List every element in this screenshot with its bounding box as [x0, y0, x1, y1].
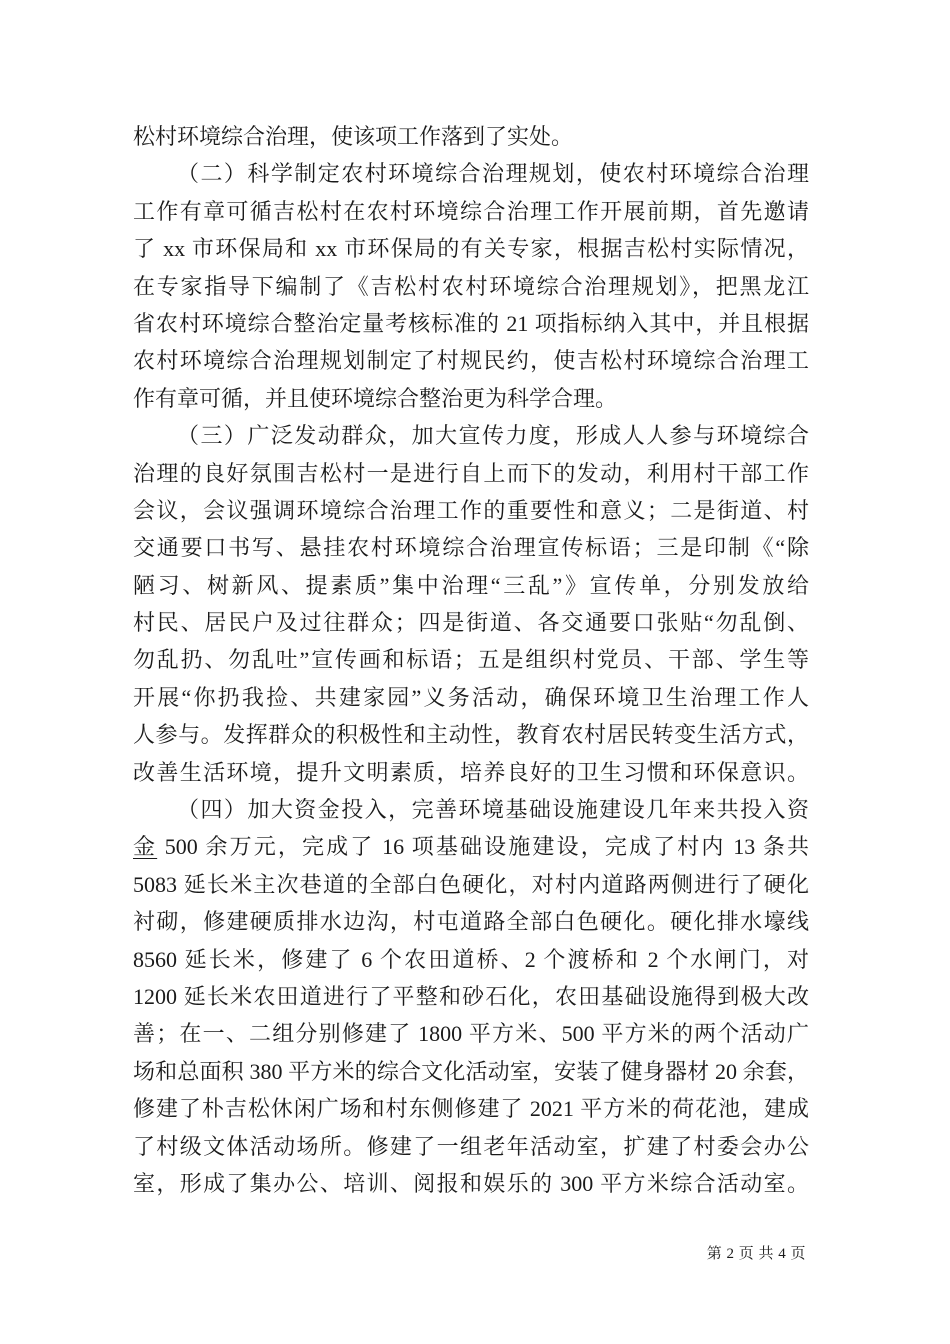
page-number-indicator: 第 2 页 共 4 页	[706, 1246, 806, 1262]
text-line: 金 500 余万元，完成了 16 项基础设施建设，完成了村内 13 条共	[133, 834, 809, 860]
text-line: 松村环境综合治理，使该项工作落到了实处。	[133, 124, 574, 149]
text-line: 1200 延长米农田道进行了平整和砂石化，农田基础设施得到极大改	[133, 983, 809, 1009]
text-line: 农村环境综合治理规划制定了村规民约，使吉松村环境综合治理工	[133, 348, 809, 374]
text-line: 人参与。发挥群众的积极性和主动性，教育农村居民转变生活方式，	[133, 722, 809, 748]
text-line: 陋习、树新风、提素质”集中治理“三乱”》宣传单，分别发放给	[133, 572, 809, 598]
text-line: 了村级文体活动场所。修建了一组老年活动室，扩建了村委会办公	[133, 1133, 809, 1159]
text-line: 场和总面积 380 平方米的综合文化活动室，安装了健身器材 20 余套，	[133, 1058, 809, 1084]
text-line: （三）广泛发动群众，加大宣传力度，形成人人参与环境综合	[177, 423, 809, 449]
page-footer	[707, 1244, 806, 1264]
underlined-text: 金	[133, 834, 158, 860]
text-line: 室，形成了集办公、培训、阅报和娱乐的 300 平方米综合活动室。	[133, 1170, 809, 1196]
text-line: 改善生活环境，提升文明素质，培养良好的卫生习惯和环保意识。	[133, 759, 809, 785]
text-line: 村民、居民户及过往群众；四是街道、各交通要口张贴“勿乱倒、	[133, 610, 809, 636]
text-line: 治理的良好氛围吉松村一是进行自上而下的发动，利用村干部工作	[133, 460, 809, 486]
text-line: 作有章可循，并且使环境综合整治更为科学合理。	[133, 385, 618, 411]
text-line: 了 xx 市环保局和 xx 市环保局的有关专家，根据吉松村实际情况，	[133, 236, 809, 262]
text-line: （二）科学制定农村环境综合治理规划，使农村环境综合治理	[177, 161, 809, 187]
text-line: 5083 延长米主次巷道的全部白色硬化，对村内道路两侧进行了硬化	[133, 871, 809, 897]
text-line: 会议，会议强调环境综合治理工作的重要性和意义；二是街道、村	[133, 497, 809, 523]
text-line: 8560 延长米，修建了 6 个农田道桥、2 个渡桥和 2 个水闸门，对	[133, 946, 809, 972]
text-line: 交通要口书写、悬挂农村环境综合治理宣传标语；三是印制《“除	[133, 535, 809, 561]
text-line: （四）加大资金投入，完善环境基础设施建设几年来共投入资	[177, 797, 809, 823]
text-line: 开展“你扔我捡、共建家园”义务活动，确保环境卫生治理工作人	[133, 684, 809, 710]
text-line: 在专家指导下编制了《吉松村农村环境综合治理规划》，把黑龙江	[133, 273, 809, 299]
text-line: 勿乱扔、勿乱吐”宣传画和标语；五是组织村党员、干部、学生等	[133, 647, 809, 673]
text-line: 善；在一、二组分别修建了 1800 平方米、500 平方米的两个活动广	[133, 1021, 809, 1047]
text-line: 修建了朴吉松休闲广场和村东侧修建了 2021 平方米的荷花池，建成	[133, 1096, 809, 1122]
text-line: 省农村环境综合整治定量考核标准的 21 项指标纳入其中，并且根据	[133, 310, 809, 336]
document-body	[133, 118, 809, 1202]
text-line: 衬砌，修建硬质排水边沟，村屯道路全部白色硬化。硬化排水壕线	[133, 909, 809, 935]
text-line: 工作有章可循吉松村在农村环境综合治理工作开展前期，首先邀请	[133, 198, 809, 224]
